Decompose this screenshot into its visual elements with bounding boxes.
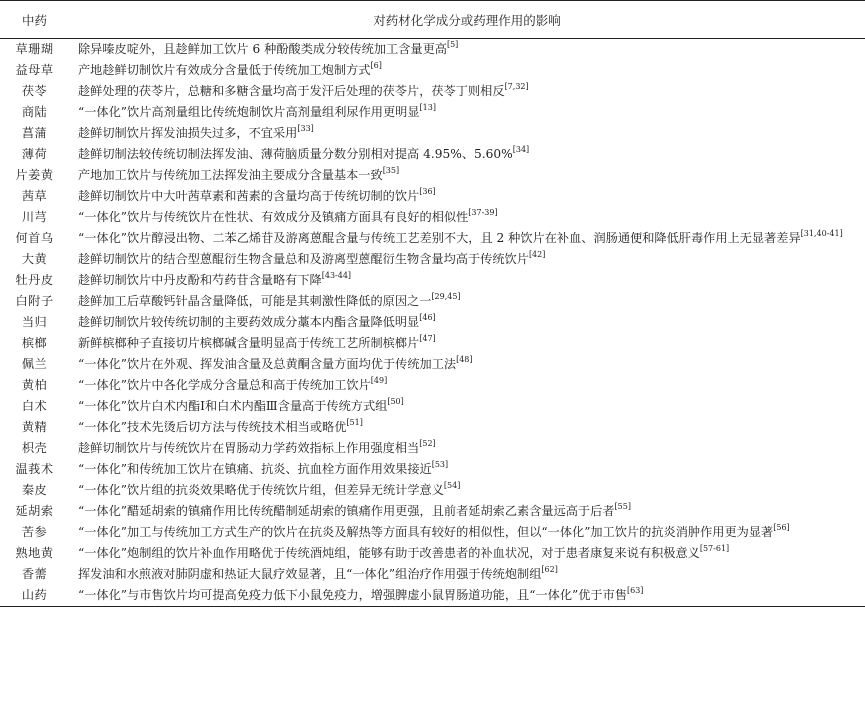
citation-ref: [62]	[541, 564, 558, 574]
table-row	[0, 480, 865, 501]
effect-text: 趁鲜加工后草酸钙针晶含量降低，可能是其刺激性降低的原因之一	[78, 294, 432, 308]
herb-name: 片姜黄	[15, 168, 54, 182]
effect-cell	[69, 249, 865, 270]
citation-ref: [7,32]	[504, 81, 529, 91]
citation-ref: [36]	[419, 186, 436, 196]
effect-text: 趁鲜切制饮片中大叶茜草素和茜素的含量均高于传统切制的饮片	[78, 189, 420, 203]
herb-name: 延胡索	[15, 504, 54, 518]
table-row	[0, 207, 865, 228]
effect-text: 趁鲜处理的茯苓片，总糖和多糖含量均高于发汗后处理的茯苓片，茯苓丁则相反	[78, 84, 505, 98]
herb-name: 苦参	[21, 525, 48, 539]
effect-cell	[69, 81, 865, 102]
citation-ref: [5]	[446, 39, 459, 49]
herb-name: 茜草	[21, 189, 48, 203]
effect-cell	[69, 123, 865, 144]
citation-ref: [43-44]	[321, 270, 352, 280]
effect-text: 挥发油和水煎液对肺阴虚和热证大鼠疗效显著，且“一体化”组治疗作用强于传统炮制组	[78, 567, 542, 581]
citation-ref: [6]	[370, 60, 382, 70]
table-row	[0, 459, 865, 480]
effect-cell	[69, 501, 865, 522]
effect-text: 除异嗪皮啶外，且趁鲜加工饮片 6 种酚酸类成分较传统加工含量更高	[78, 42, 447, 56]
citation-ref: [54]	[443, 480, 461, 490]
citation-ref: [56]	[773, 522, 790, 532]
effect-cell	[69, 375, 865, 396]
effect-cell	[69, 165, 865, 186]
effect-cell	[69, 333, 865, 354]
effect-cell	[69, 417, 865, 438]
effect-text: “一体化”饮片组的抗炎效果略优于传统饮片组，但差异无统计学意义	[78, 483, 444, 497]
effect-cell	[69, 480, 865, 501]
effect-cell	[69, 564, 865, 585]
herb-name: 益母草	[15, 63, 54, 77]
table-body	[0, 39, 865, 607]
citation-ref: [13]	[419, 102, 436, 112]
effect-text: 趁鲜切制饮片的结合型蒽醌衍生物含量总和及游离型蒽醌衍生物含量均高于传统饮片	[78, 252, 529, 266]
herb-name: 牡丹皮	[15, 273, 54, 287]
effect-text: “一体化”饮片与传统饮片在性状、有效成分及镇痛方面具有良好的相似性	[78, 210, 469, 224]
herb-name: 大黄	[21, 252, 48, 266]
table-header	[0, 1, 865, 39]
herb-name: 枳壳	[21, 441, 48, 455]
citation-ref: [53]	[431, 459, 449, 469]
table-row	[0, 165, 865, 186]
header-effect: 对药材化学成分或药理作用的影响	[69, 1, 865, 39]
herb-name: 何首乌	[15, 231, 54, 245]
herb-name: 熟地黄	[15, 546, 54, 560]
herb-name: 山药	[0, 585, 69, 607]
herb-name: 白术	[21, 399, 48, 413]
citation-ref: [51]	[346, 417, 363, 427]
table-row	[0, 333, 865, 354]
effect-cell	[69, 459, 865, 480]
table-row	[0, 144, 865, 165]
herb-name: 佩兰	[21, 357, 48, 371]
herb-name: 川芎	[21, 210, 48, 224]
table-row	[0, 438, 865, 459]
citation-ref: [50]	[387, 396, 404, 406]
effect-cell	[69, 60, 865, 81]
herb-name: 菖蒲	[21, 126, 48, 140]
citation-ref: [46]	[419, 312, 436, 322]
herb-name: 草珊瑚	[15, 42, 54, 56]
citation-ref: [49]	[370, 375, 388, 385]
effect-cell	[69, 354, 865, 375]
effect-text: 趁鲜切制饮片与传统饮片在胃肠动力学药效指标上作用强度相当	[78, 441, 420, 455]
effect-cell	[69, 396, 865, 417]
effect-text: 趁鲜切制饮片中丹皮酚和芍药苷含量略有下降	[78, 273, 322, 287]
table-row	[0, 60, 865, 81]
citation-ref: [42]	[528, 249, 546, 259]
table-row	[0, 81, 865, 102]
herb-name: 香薷	[21, 567, 48, 581]
table-row	[0, 585, 865, 607]
herb-name: 薄荷	[21, 147, 48, 161]
effect-text: “一体化”与市售饮片均可提高免疫力低下小鼠免疫力，增强脾虚小鼠胃肠道功能，且“一体化”优于市售	[78, 588, 627, 602]
effect-cell	[69, 585, 865, 607]
table-row	[0, 270, 865, 291]
herb-name: 黄精	[21, 420, 48, 434]
effect-text: 趁鲜切制饮片挥发油损失过多，不宜采用	[78, 126, 298, 140]
table-row	[0, 186, 865, 207]
table-row	[0, 291, 865, 312]
effect-cell	[69, 39, 865, 61]
effect-text: “一体化”饮片高剂量组比传统炮制饮片高剂量组利尿作用更明显	[78, 105, 420, 119]
header-row	[0, 1, 865, 39]
citation-ref: [37-39]	[468, 207, 498, 217]
table-row	[0, 522, 865, 543]
effect-cell	[69, 102, 865, 123]
effect-text: 趁鲜切制饮片较传统切制的主要药效成分藁本内酯含量降低明显	[78, 315, 420, 329]
table-row	[0, 228, 865, 249]
table-row	[0, 543, 865, 564]
herb-name: 黄柏	[21, 378, 48, 392]
herb-name: 温莪术	[15, 462, 54, 476]
effect-cell	[69, 144, 865, 165]
citation-ref: [55]	[614, 501, 631, 511]
citation-ref: [31,40-41]	[800, 228, 843, 238]
effect-cell	[69, 228, 865, 249]
citation-ref: [34]	[512, 144, 530, 154]
citation-ref: [52]	[419, 438, 436, 448]
citation-ref: [57-61]	[699, 543, 730, 553]
table-row	[0, 123, 865, 144]
citation-ref: [29,45]	[431, 291, 461, 301]
table-row	[0, 501, 865, 522]
herb-name: 茯苓	[21, 84, 48, 98]
table-row	[0, 354, 865, 375]
effect-text: “一体化”饮片中各化学成分含量总和高于传统加工饮片	[78, 378, 371, 392]
effect-cell	[69, 270, 865, 291]
header-herb: 中药	[0, 1, 69, 39]
table-row	[0, 564, 865, 585]
effect-text: “一体化”醋延胡索的镇痛作用比传统醋制延胡索的镇痛作用更强，且前者延胡索乙素含量远高于后者	[78, 504, 615, 518]
effect-text: 新鲜槟榔种子直接切片槟榔碱含量明显高于传统工艺所制槟榔片	[78, 336, 420, 350]
table-row	[0, 102, 865, 123]
table-row	[0, 312, 865, 333]
citation-ref: [35]	[382, 165, 400, 175]
effect-cell	[69, 207, 865, 228]
effect-text: 产地加工饮片与传统加工法挥发油主要成分含量基本一致	[78, 168, 383, 182]
citation-ref: [47]	[419, 333, 436, 343]
effect-text: “一体化”饮片在外观、挥发油含量及总黄酮含量方面均优于传统加工法	[78, 357, 457, 371]
herb-name: 白附子	[15, 294, 54, 308]
effect-text: “一体化”饮片白术内酯Ⅰ和白术内酯Ⅲ含量高于传统方式组	[78, 399, 388, 413]
citation-ref: [33]	[297, 123, 314, 133]
table-row	[0, 249, 865, 270]
table-row	[0, 375, 865, 396]
effect-cell	[69, 312, 865, 333]
effect-cell	[69, 543, 865, 564]
effect-text: “一体化”和传统加工饮片在镇痛、抗炎、抗血栓方面作用效果接近	[78, 462, 432, 476]
citation-ref: [48]	[456, 354, 473, 364]
table-row	[0, 417, 865, 438]
herb-name: 当归	[21, 315, 48, 329]
effect-text: “一体化”饮片醇浸出物、二苯乙烯苷及游离蒽醌含量与传统工艺差别不大，且 2 种饮片在补血、润肠通便和降低肝毒作用上无显著差异	[78, 231, 801, 245]
effect-cell	[69, 522, 865, 543]
effect-cell	[69, 186, 865, 207]
effect-text: 趁鲜切制法较传统切制法挥发油、薄荷脑质量分数分别相对提高 4.95%、5.60%	[78, 147, 513, 161]
effect-text: 产地趁鲜切制饮片有效成分含量低于传统加工炮制方式	[78, 63, 371, 77]
effect-text: “一体化”炮制组的饮片补血作用略优于传统酒炖组，能够有助于改善患者的补血状况，对于患者康复来说有积极意义	[78, 546, 700, 560]
effect-text: “一体化”加工与传统加工方式生产的饮片在抗炎及解热等方面具有较好的相似性，但以“一体化”加工饮片的抗炎消肿作用更为显著	[78, 525, 774, 539]
herb-name: 秦皮	[21, 483, 48, 497]
herb-name: 槟榔	[21, 336, 48, 350]
herb-name: 商陆	[21, 105, 48, 119]
effect-text: “一体化”技术先烫后切方法与传统技术相当或略优	[78, 420, 347, 434]
table-row	[0, 396, 865, 417]
effect-cell	[69, 291, 865, 312]
citation-ref: [63]	[626, 585, 644, 595]
table-row	[0, 39, 865, 61]
effect-cell	[69, 438, 865, 459]
